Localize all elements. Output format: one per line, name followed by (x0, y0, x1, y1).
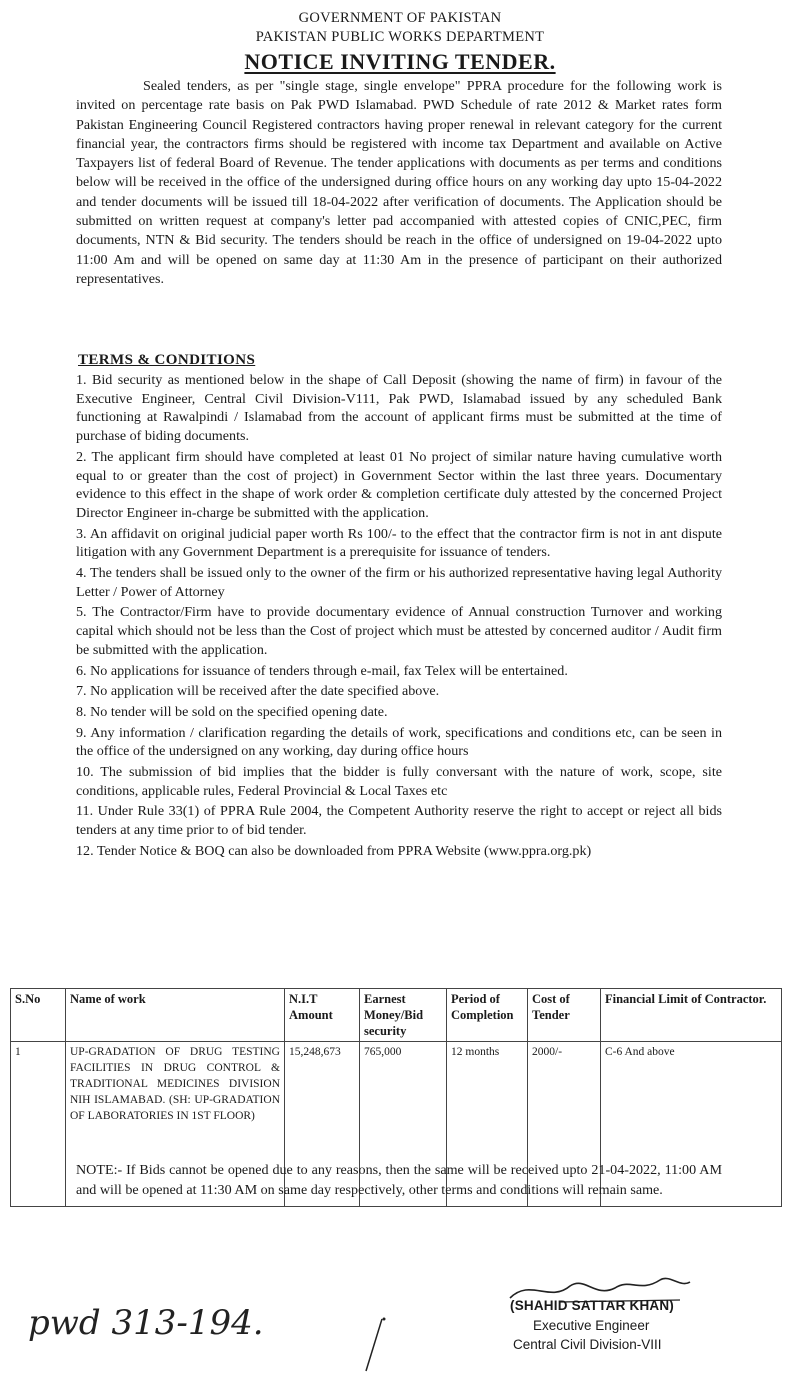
term-item: 2. The applicant firm should have completed at least 01 No project of similar nature having cumulative worth equal to or greater than the cost of project) in Government Sector within the last three years. Documentary evidence to this effect in the shape of work order & completion certificate duly attested by the concerned Project Director Engineer in-charge be submitted with the application. (76, 448, 722, 521)
col-header-cost: Cost of Tender (528, 989, 601, 1042)
handwritten-reference-text: pwd 313-194. (28, 1303, 264, 1343)
cell-earnest-money: 765,000 (360, 1042, 447, 1207)
col-header-period: Period of Completion (447, 989, 528, 1042)
header-government: GOVERNMENT OF PAKISTAN (298, 10, 502, 26)
col-header-sno: S.No (11, 989, 66, 1042)
cell-nit-amount: 15,248,673 (285, 1042, 360, 1207)
cell-sno: 1 (11, 1042, 66, 1207)
terms-list (76, 371, 722, 863)
term-item: 11. Under Rule 33(1) of PPRA Rule 2004, the Competent Authority reserve the right to accept or reject all bids tenders at any time prior to of bid tender. (76, 803, 722, 839)
handwritten-reference (20, 1290, 340, 1350)
cell-period: 12 months (447, 1042, 528, 1207)
note-paragraph: NOTE:- If Bids cannot be opened due to any reasons, then the same will be received upto 21-04-2022, 11:00 AM and will be opened at 11:30 AM on same day respectively, other terms and conditions will remain same. (76, 1162, 722, 1198)
notice-title (0, 49, 800, 75)
handwritten-slash-mark (360, 1315, 390, 1375)
signatory-office: Central Civil Division-VIII (513, 1337, 662, 1352)
col-header-work: Name of work (66, 989, 285, 1042)
col-header-financial-limit: Financial Limit of Contractor. (601, 989, 782, 1042)
cell-financial-limit: C-6 And above (601, 1042, 782, 1207)
col-header-nit-amount: N.I.T Amount (285, 989, 360, 1042)
signatory-name: (SHAHID SATTAR KHAN) (510, 1298, 674, 1313)
term-item: 4. The tenders shall be issued only to the owner of the firm or his authorized representative having legal Authority Letter / Power of Attorney (76, 565, 722, 600)
col-header-earnest-money: Earnest Money/Bid security (360, 989, 447, 1042)
term-item: 10. The submission of bid implies that the bidder is fully conversant with the nature of work, scope, site conditions, applicable rules, Federal Provincial & Local Taxes etc (76, 764, 722, 799)
signatory-designation: Executive Engineer (533, 1318, 650, 1333)
term-item: 12. Tender Notice & BOQ can also be downloaded from PPRA Website (www.ppra.org.pk) (76, 842, 592, 859)
table-header-row (11, 989, 782, 1042)
term-item: 6. No applications for issuance of tenders through e-mail, fax Telex will be entertained. (76, 662, 568, 679)
terms-heading: TERMS & CONDITIONS (78, 352, 256, 368)
term-item: 5. The Contractor/Firm have to provide documentary evidence of Annual construction Turnover and working capital which should not be less than the Cost of project which must be attested by concerned auditor / Audit firm be submitted with the application. (76, 604, 722, 658)
term-item: 1. Bid security as mentioned below in the shape of Call Deposit (showing the name of firm) in favour of the Executive Engineer, Central Civil Division-V111, Pak PWD, Islamabad issued by any scheduled Bank functioning at Rawalpindi / Islamabad from the account of applicant firms must be submitted at the time of purchase of biding documents. (76, 372, 722, 445)
cell-cost: 2000/- (528, 1042, 601, 1207)
cell-work-name: UP-GRADATION OF DRUG TESTING FACILITIES IN DRUG CONTROL & TRADITIONAL MEDICINES DIVISION NIH ISLAMABAD. (SH: UP-GRADATION OF LABORATORIES IN 1ST FLOOR) (66, 1042, 285, 1207)
notice-title-text: NOTICE INVITING TENDER. (244, 49, 556, 74)
term-item: 9. Any information / clarification regarding the details of work, specifications and conditions etc, can be seen in the office of the undersigned on any working, day during office hours (76, 724, 722, 760)
header-department: PAKISTAN PUBLIC WORKS DEPARTMENT (255, 29, 545, 45)
term-item: 8. No tender will be sold on the specified opening date. (76, 703, 388, 720)
term-item: 7. No application will be received after the date specified above. (76, 683, 440, 700)
term-item: 3. An affidavit on original judicial paper worth Rs 100/- to the effect that the contractor firm is not in ant dispute litigation with any Government Department is a prerequisite for issuance of tenders. (76, 525, 722, 561)
intro-paragraph: Sealed tenders, as per "single stage, single envelope" PPRA procedure for the following work is invited on percentage rate basis on Pak PWD Islamabad. PWD Schedule of rate 2012 & Market rates form Pakistan Engineering Council Registered contractors having proper renewal in relevant category for the current financial year, the contractors firms should be registered with income tax Department and available on Active Taxpayers list of federal Board of Revenue. The tender applications with documents as per terms and conditions below will be received in the office of the undersigned during office hours on any working day upto 15-04-2022 and tender documents will be issued till 18-04-2022 after verification of documents. The Application should be submitted on written request at company's letter pad accompanied with attested copies of CNIC,PEC, firm documents, NTN & Bid security. The tenders should be reach in the office of undersigned on 19-04-2022 upto 11:00 Am and will be opened on same day at 11:30 Am in the presence of participant on their authorized representatives. (76, 78, 722, 287)
